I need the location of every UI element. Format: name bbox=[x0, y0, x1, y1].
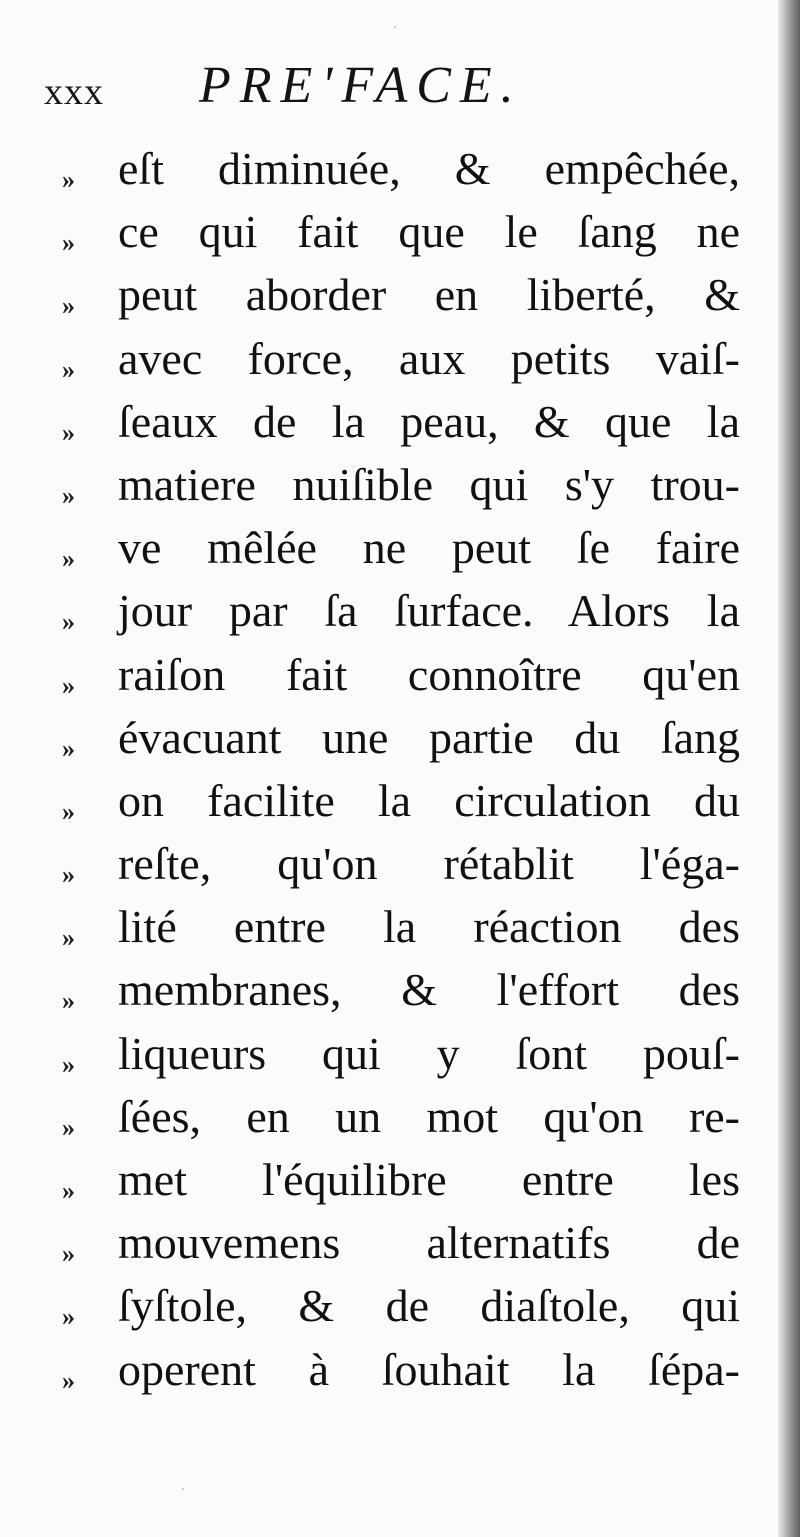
line-text: ſyſtole, & de diaſtole, qui bbox=[118, 1280, 740, 1332]
text-line bbox=[0, 204, 780, 267]
running-title: PRE'FACE. bbox=[199, 57, 523, 114]
quote-mark: » bbox=[62, 417, 75, 447]
line-text: on facilite la circulation du bbox=[118, 774, 740, 826]
text-line bbox=[0, 1278, 780, 1341]
quote-mark: » bbox=[62, 228, 75, 258]
quote-mark: » bbox=[62, 480, 75, 510]
quote-mark: » bbox=[62, 1302, 75, 1332]
text-block bbox=[0, 141, 780, 1405]
line-text: mouvemens alternatifs de bbox=[118, 1217, 740, 1269]
quote-mark: » bbox=[62, 1112, 75, 1142]
text-line bbox=[0, 267, 780, 330]
text-line bbox=[0, 331, 780, 394]
line-text: liqueurs qui y ſont pouſ- bbox=[118, 1027, 740, 1079]
line-text: membranes, & l'effort des bbox=[118, 964, 740, 1016]
quote-mark: » bbox=[62, 1049, 75, 1079]
quote-mark: » bbox=[62, 291, 75, 321]
line-text: eſt diminuée, & empêchée, bbox=[118, 143, 740, 194]
line-text: jour par ſa ſurface. Alors la bbox=[118, 585, 740, 637]
text-line bbox=[0, 899, 780, 962]
text-line bbox=[0, 457, 780, 520]
line-text: évacuant une partie du ſang bbox=[118, 711, 740, 763]
line-text: matiere nuiſible qui s'y trou- bbox=[118, 458, 740, 510]
quote-mark: » bbox=[62, 354, 75, 384]
ink-speck: · bbox=[392, 16, 398, 36]
text-line bbox=[0, 1089, 780, 1152]
text-line bbox=[0, 962, 780, 1025]
quote-mark: » bbox=[62, 165, 75, 194]
quote-mark: » bbox=[62, 860, 75, 890]
quote-mark: » bbox=[62, 1176, 75, 1205]
text-line bbox=[0, 583, 780, 646]
text-line bbox=[0, 394, 780, 457]
text-line bbox=[0, 141, 780, 204]
line-text: raiſon fait connoître qu'en bbox=[118, 648, 740, 700]
line-text: operent à ſouhait la ſépa- bbox=[118, 1343, 740, 1395]
quote-mark: » bbox=[62, 1239, 75, 1269]
ink-speck: · bbox=[180, 1478, 186, 1498]
line-text: ce qui fait que le ſang ne bbox=[118, 206, 740, 258]
text-line bbox=[0, 520, 780, 583]
text-line bbox=[0, 647, 780, 710]
line-text: reſte, qu'on rétablit l'éga- bbox=[118, 838, 740, 890]
quote-mark: » bbox=[62, 986, 75, 1016]
text-line bbox=[0, 1342, 780, 1405]
quote-mark: » bbox=[62, 544, 75, 574]
text-line bbox=[0, 1026, 780, 1089]
quote-mark: » bbox=[62, 670, 75, 700]
quote-mark: » bbox=[62, 1365, 75, 1395]
quote-mark: » bbox=[62, 733, 75, 763]
text-line bbox=[0, 710, 780, 773]
text-line bbox=[0, 1152, 780, 1215]
quote-mark: » bbox=[62, 923, 75, 953]
line-text: ſées, en un mot qu'on re- bbox=[118, 1090, 740, 1142]
line-text: met l'équilibre entre les bbox=[118, 1154, 740, 1205]
text-line bbox=[0, 1215, 780, 1278]
quote-mark: » bbox=[62, 796, 75, 826]
line-text: avec force, aux petits vaiſ- bbox=[118, 332, 740, 384]
line-text: ve mêlée ne peut ſe faire bbox=[118, 522, 740, 574]
quote-mark: » bbox=[62, 607, 75, 637]
line-text: lité entre la réaction des bbox=[118, 901, 740, 953]
text-line bbox=[0, 773, 780, 836]
page-number: xxx bbox=[44, 71, 104, 113]
line-text: peut aborder en liberté, & bbox=[118, 269, 740, 321]
text-line bbox=[0, 836, 780, 899]
line-text: ſeaux de la peau, & que la bbox=[118, 395, 740, 447]
page-gutter-shadow bbox=[778, 0, 800, 1537]
